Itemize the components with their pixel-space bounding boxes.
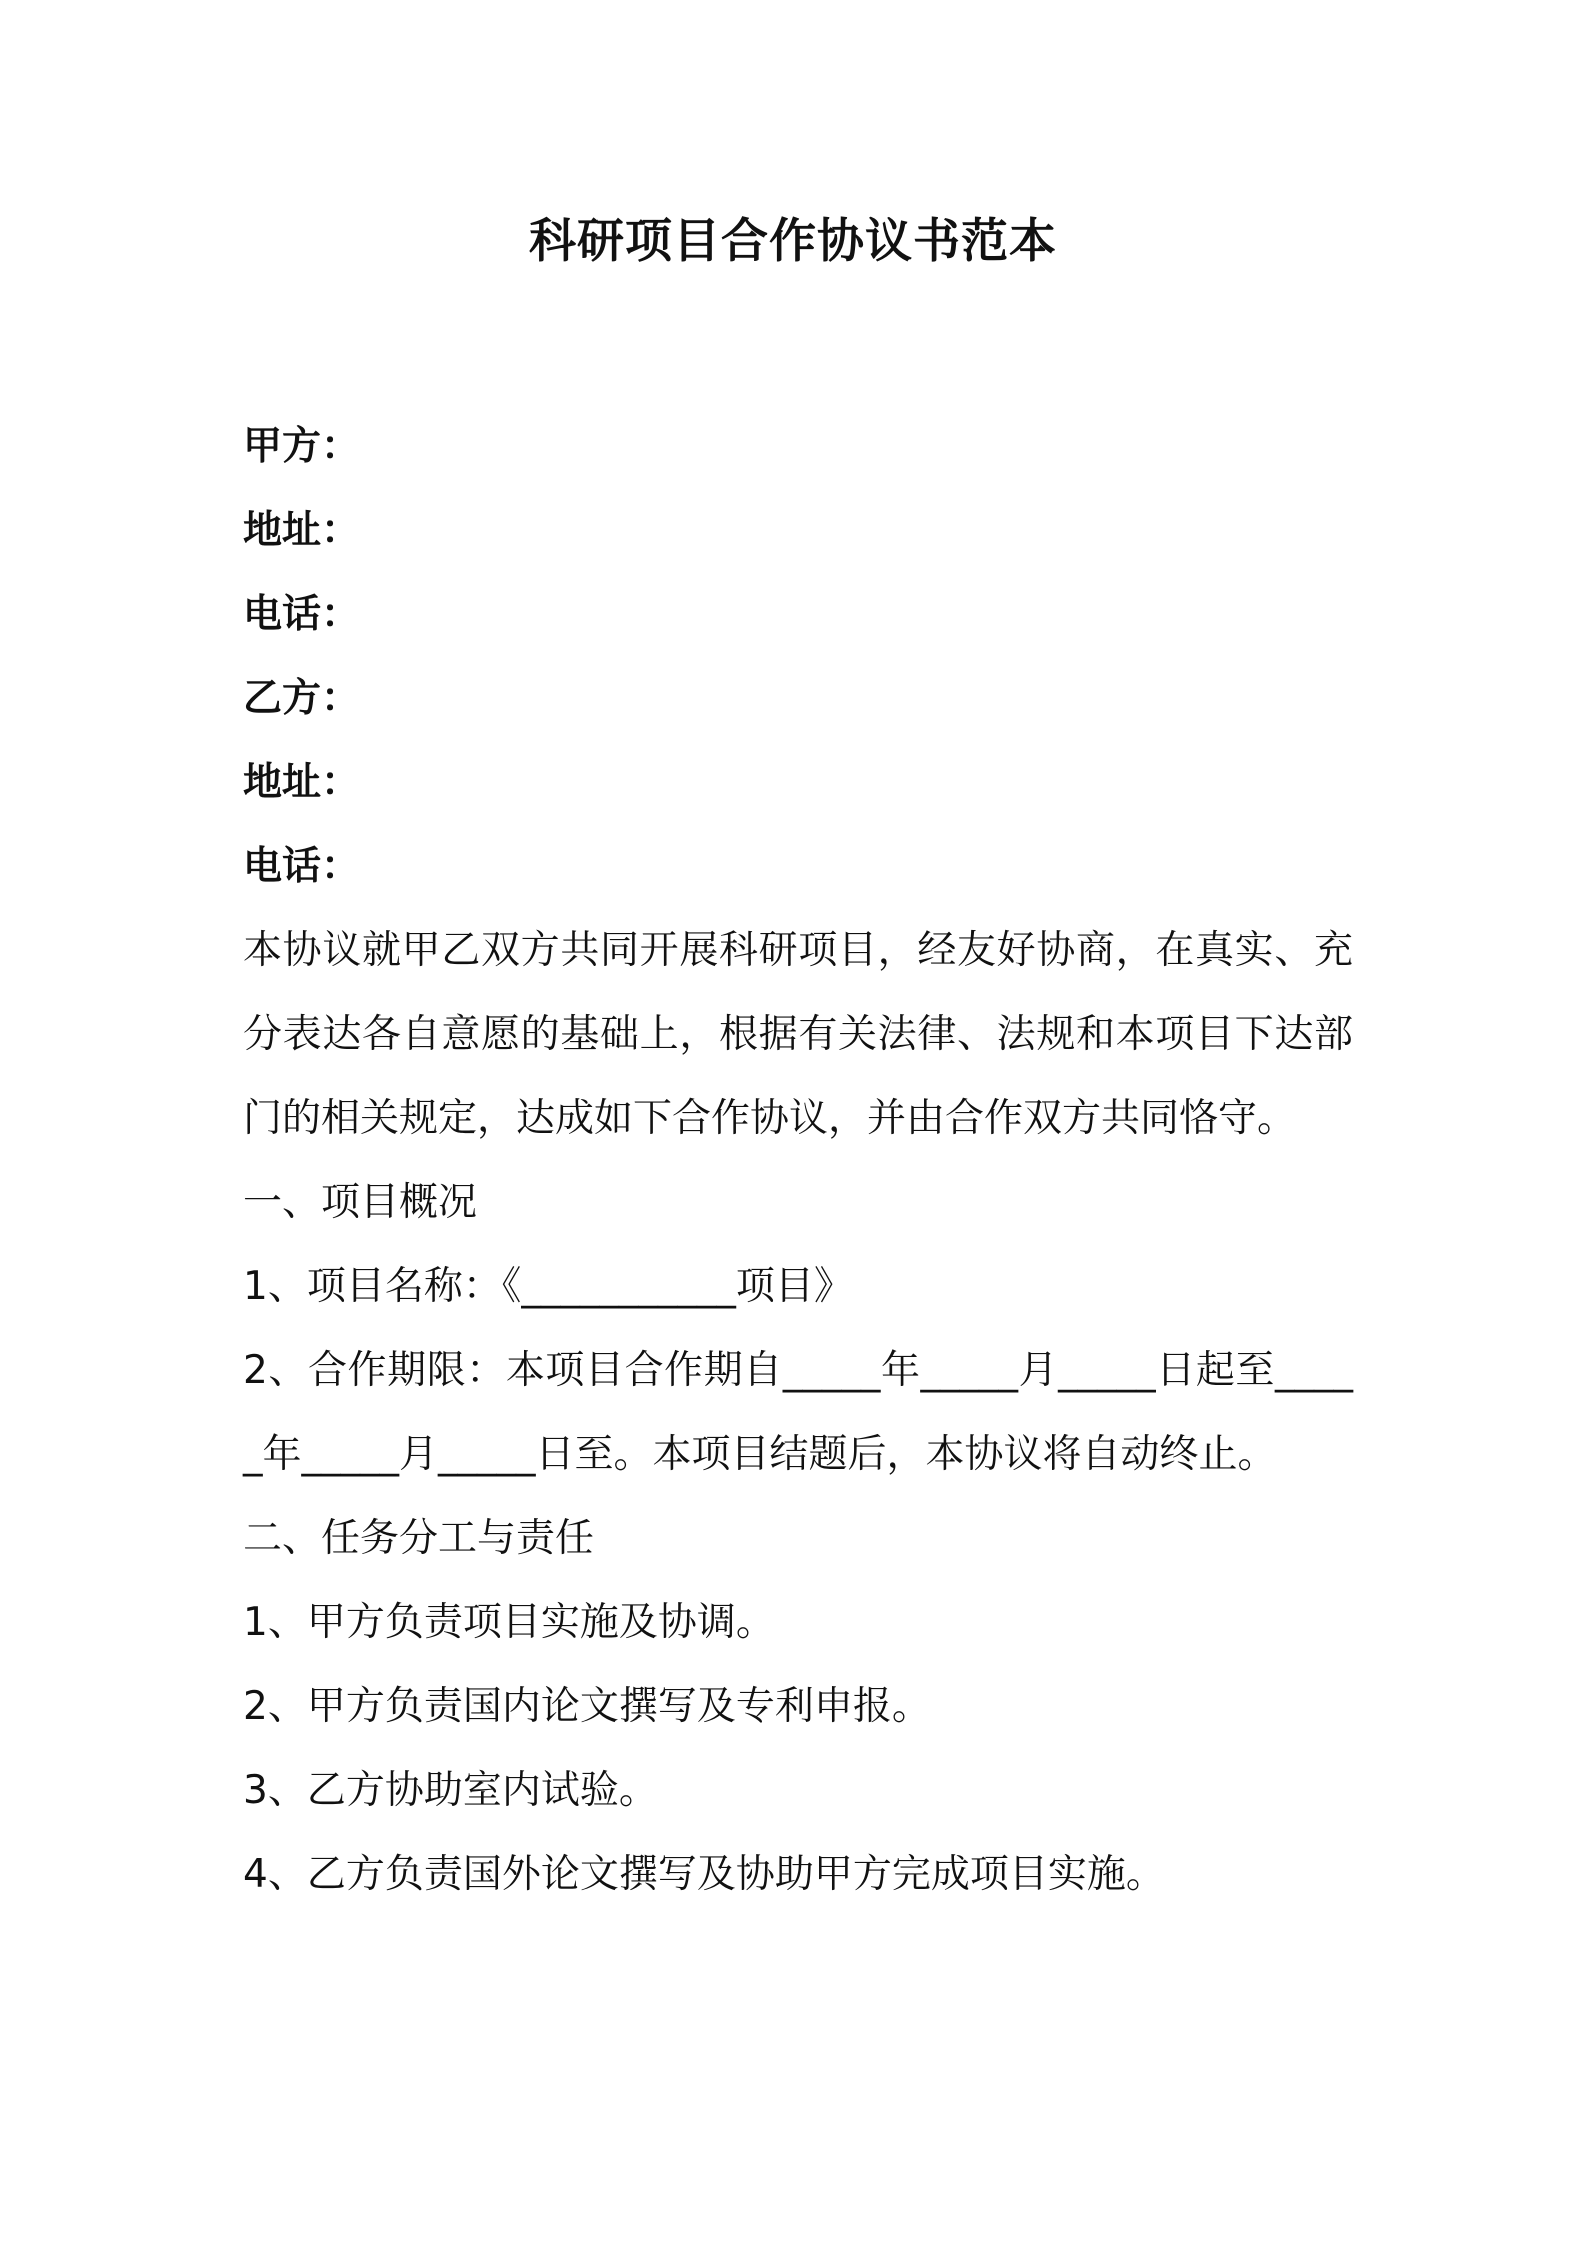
section-item: 4、乙方负责国外论文撰写及协助甲方完成项目实施。: [243, 1852, 1165, 1897]
section-heading: 二、任务分工与责任: [243, 1516, 595, 1561]
section-item: 2、甲方负责国内论文撰写及专利申报。: [243, 1684, 931, 1729]
party-b-phone-label: 电话：: [243, 844, 361, 889]
document-title: 科研项目合作协议书范本: [529, 214, 1057, 269]
document-body: [243, 405, 1353, 1917]
section-item: 1、项目名称：《___________项目》: [243, 1264, 853, 1309]
party-b-name-label: 乙方：: [243, 676, 361, 721]
party-a-address-label: 地址：: [243, 508, 361, 553]
party-a-name-label: 甲方：: [243, 424, 361, 469]
section-item: 1、甲方负责项目实施及协调。: [243, 1600, 775, 1645]
party-a-phone-label: 电话：: [243, 592, 361, 637]
preamble-paragraph: 本协议就甲乙双方共同开展科研项目，经友好协商，在真实、充分表达各自意愿的基础上，根据有关法律、法规和本项目下达部门的相关规定，达成如下合作协议，并由合作双方共同恪守。: [243, 928, 1353, 1141]
section-item: 3、乙方协助室内试验。: [243, 1768, 658, 1813]
section-item: 2、合作期限：本项目合作期自_____年_____月_____日起至_____年_____月_____日至。本项目结题后，本协议将自动终止。: [243, 1348, 1353, 1477]
party-b-address-label: 地址：: [243, 760, 361, 805]
section-heading: 一、项目概况: [243, 1180, 478, 1225]
